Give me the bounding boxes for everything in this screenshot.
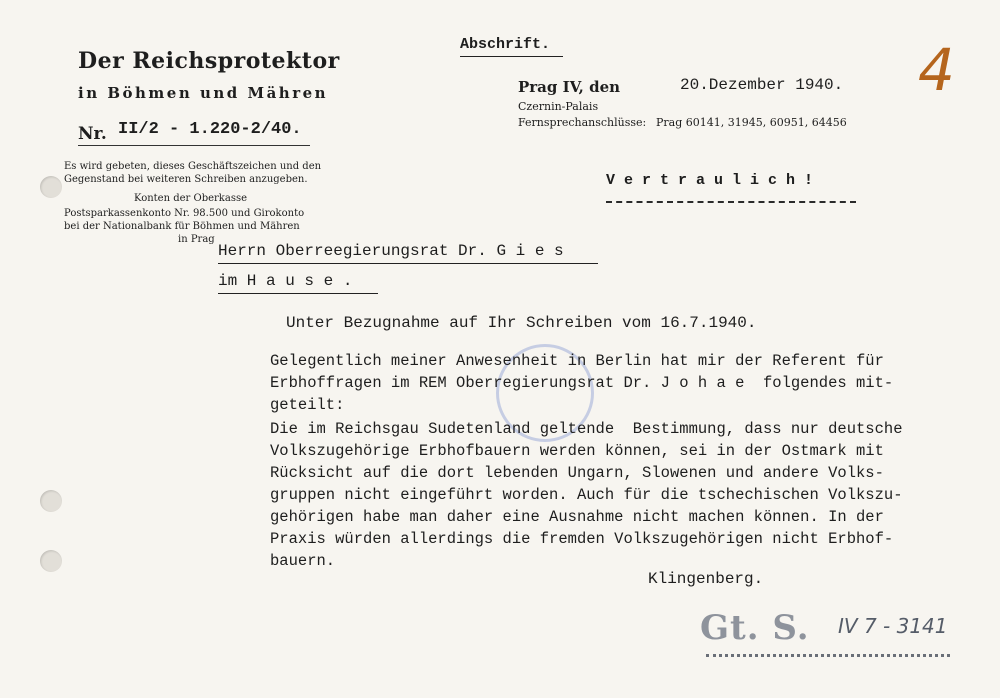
- paragraph-1: [270, 350, 893, 416]
- text-line: Praxis würden allerdings die fremden Volkszugehörigen nicht Erbhof-: [270, 530, 894, 548]
- text-line: bauern.: [270, 552, 336, 570]
- gt-stamp: Gt. S.: [700, 608, 810, 648]
- reference-number: II/2 - 1.220-2/40.: [118, 120, 302, 139]
- text-line: Die im Reichsgau Sudetenland geltende Bestimmung, dass nur deutsche: [270, 420, 903, 438]
- punch-hole: [40, 490, 62, 512]
- copy-label-underline: [460, 56, 563, 57]
- letterhead-note-line: Gegenstand bei weiteren Schreiben anzugeben.: [64, 174, 308, 185]
- letterhead-title: Der Reichsprotektor: [78, 48, 340, 74]
- accounts-line: bei der Nationalbank für Böhmen und Mähren: [64, 221, 300, 232]
- gt-code: IV 7 - 3141: [838, 614, 948, 638]
- reference-number-underline: [78, 145, 310, 146]
- page-number: 4: [918, 36, 955, 104]
- reference-line: Unter Bezugnahme auf Ihr Schreiben vom 16.7.1940.: [286, 314, 757, 332]
- letterhead-note: [64, 160, 321, 186]
- text-line: geteilt:: [270, 396, 345, 414]
- letterhead-note-line: Es wird gebeten, dieses Geschäftszeichen und den: [64, 161, 322, 172]
- phone-label: Fernsprechanschlüsse:: [518, 116, 647, 129]
- accounts-line: Postsparkassenkonto Nr. 98.500 und Girokonto: [64, 208, 305, 219]
- recipient-name-underline: [218, 263, 598, 264]
- accounts-heading: Konten der Oberkasse: [134, 193, 247, 204]
- recipient-location-underline: [218, 293, 378, 294]
- palace-name: Czernin-Palais: [518, 100, 599, 113]
- recipient-location: im H a u s e .: [218, 272, 353, 290]
- accounts-line: in Prag: [178, 234, 215, 245]
- confidential-underline: [606, 201, 856, 203]
- paragraph-2: [270, 418, 903, 572]
- text-line: gehörigen habe man daher eine Ausnahme nicht machen können. In der: [270, 508, 884, 526]
- text-line: Gelegentlich meiner Anwesenheit in Berlin hat mir der Referent für: [270, 352, 884, 370]
- text-line: gruppen nicht eingeführt worden. Auch für die tschechischen Volkszu-: [270, 486, 903, 504]
- gt-stamp-underline: [706, 654, 950, 657]
- text-line: Rücksicht auf die dort lebenden Ungarn, Slowenen und andere Volks-: [270, 464, 884, 482]
- punch-hole: [40, 176, 62, 198]
- reference-number-label: Nr.: [78, 124, 107, 144]
- text-line: Volkszugehörige Erbhofbauern werden können, sei in der Ostmark mit: [270, 442, 884, 460]
- place-label: Prag IV, den: [518, 78, 621, 96]
- letter-date: 20.Dezember 1940.: [680, 76, 844, 94]
- accounts-info: [64, 207, 304, 246]
- text-line: Erbhoffragen im REM Oberregierungsrat Dr. J o h a e folgendes mit-: [270, 374, 894, 392]
- punch-hole: [40, 550, 62, 572]
- copy-label: Abschrift.: [460, 36, 551, 53]
- recipient-name: Herrn Oberreegierungsrat Dr. G i e s: [218, 242, 564, 260]
- signature: Klingenberg.: [648, 570, 764, 588]
- confidential-mark: V e r t r a u l i c h !: [606, 172, 814, 189]
- phone-numbers: Prag 60141, 31945, 60951, 64456: [656, 116, 847, 129]
- letterhead-subtitle: in Böhmen und Mähren: [78, 84, 329, 102]
